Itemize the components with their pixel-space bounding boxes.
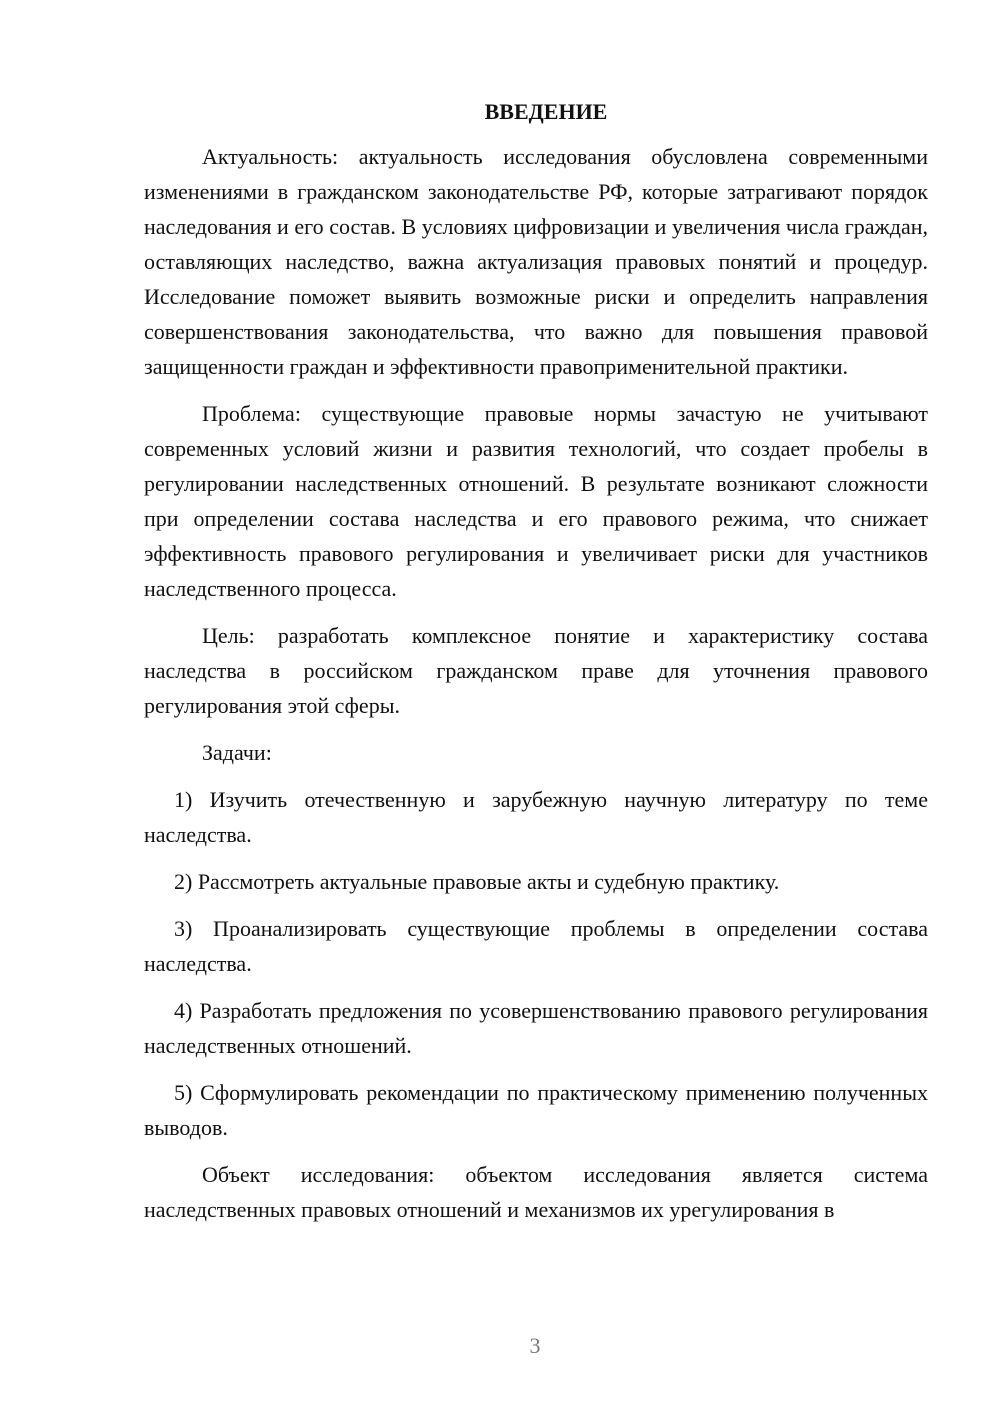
section-heading: ВВЕДЕНИЕ — [484, 99, 608, 124]
paragraph-goal: Цель: разработать комплексное понятие и характеристику состава наследства в российском гражданском праве для уточнения правового регулирования этой сферы. — [144, 623, 928, 718]
paragraph-problem: Проблема: существующие правовые нормы зачастую не учитывают современных условий жизни и развития технологий, что создает пробелы в регулировании наследственных отношений. В результате возникают сложности при определении состава наследства и его правового режима, что снижает эффективность правового регулирования и увеличивает риски для участников наследственного процесса. — [144, 401, 928, 601]
paragraph-relevance: Актуальность: актуальность исследования обусловлена современными изменениями в гражданском законодательстве РФ, которые затрагивают порядок наследования и его состав. В условиях цифровизации и увеличения числа граждан, оставляющих наследство, важна актуализация правовых понятий и процедур. Исследование поможет выявить возможные риски и определить направления совершенствования законодательства, что важно для повышения правовой защищенности граждан и эффективности правоприменительной практики. — [144, 144, 928, 379]
task-item-4: 4) Разработать предложения по усовершенствованию правового регулирования наследственных отношений. — [144, 998, 928, 1058]
paragraph-object: Объект исследования: объектом исследования является система наследственных правовых отношений и механизмов их урегулирования в — [144, 1162, 928, 1222]
task-item-1: 1) Изучить отечественную и зарубежную научную литературу по теме наследства. — [144, 787, 928, 847]
page-body — [144, 94, 928, 1239]
task-item-5: 5) Сформулировать рекомендации по практическому применению полученных выводов. — [144, 1080, 928, 1140]
page-number: 3 — [529, 1333, 541, 1358]
tasks-label: Задачи: — [202, 740, 272, 765]
task-item-2: 2) Рассмотреть актуальные правовые акты и судебную практику. — [174, 869, 780, 894]
task-item-3: 3) Проанализировать существующие проблемы в определении состава наследства. — [144, 916, 928, 976]
